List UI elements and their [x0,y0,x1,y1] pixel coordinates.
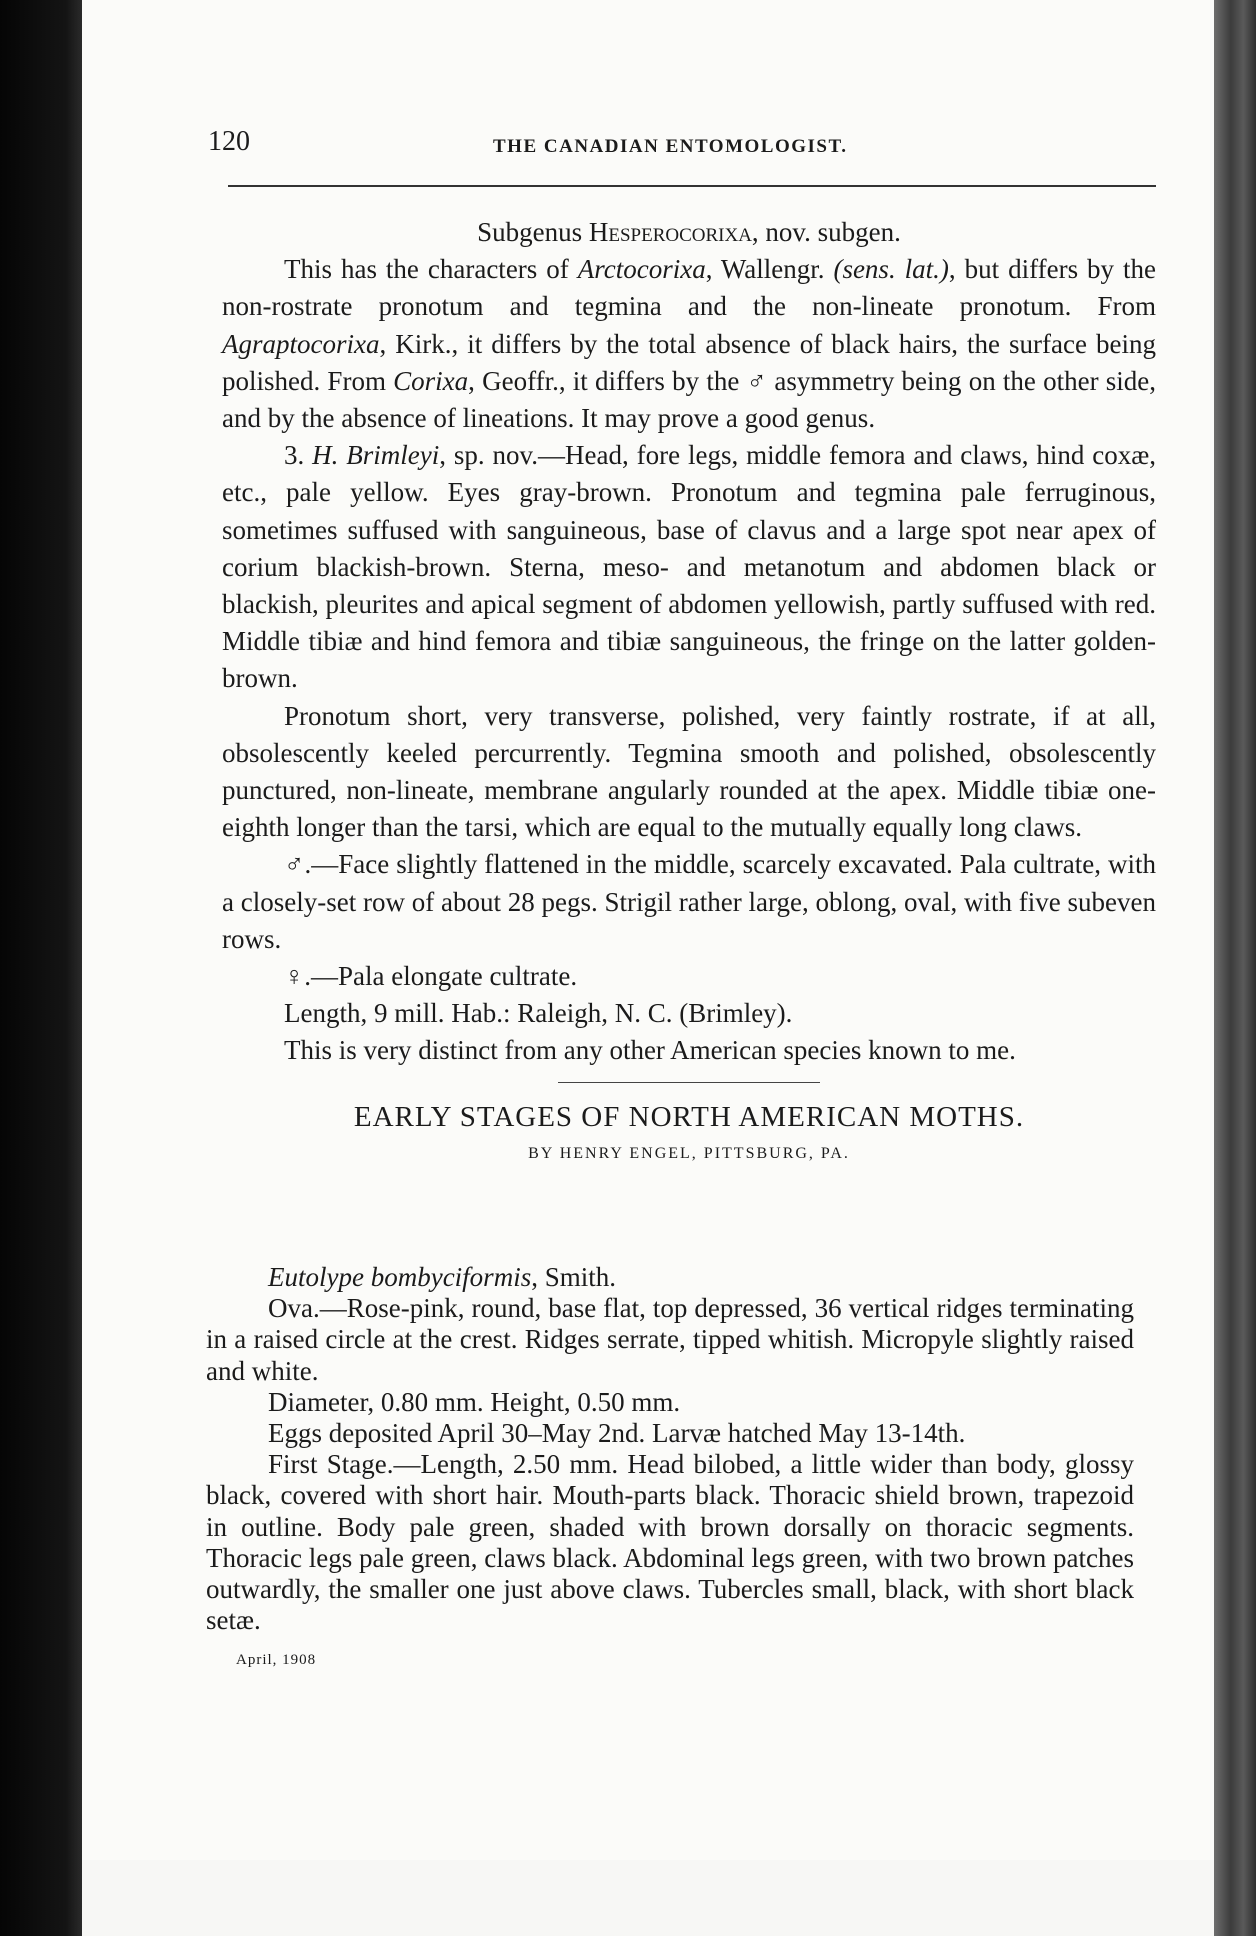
page-header [208,126,1154,166]
header-rule [228,185,1156,187]
paragraph-eggs: Eggs deposited April 30–May 2nd. Larvæ hatched May 13-14th. [268,1418,966,1449]
paragraph-closing-remark: This is very distinct from any other American species known to me. [284,1035,1016,1066]
body-text-upper [222,214,1156,1175]
paragraph-species-description: 3. H. Brimleyi, sp. nov.—Head, fore legs, middle femora and claws, hind coxæ, etc., pale yellow. Eyes gray-brown. Pronotum and tegmina pale ferruginous, sometimes suffused with sanguineous, base of clavus and a large spot near apex of corium blackish-brown. Sterna, meso- and metanotum and abdomen black or blackish, pleurites and apical segment of abdomen yellowish, partly suffused with red. Middle tibiæ and hind femora and tibiæ sanguineous, the fringe on the latter golden-brown. [222,440,1156,694]
page-number: 120 [208,126,250,157]
paragraph-subgenus-description: This has the characters of Arctocorixa, Wallengr. (sens. lat.), but differs by the non-rostrate pronotum and tegmina and the non-lineate pronotum. From Agraptocorixa, Kirk., it differs by the total absence of black hairs, the surface being polished. From Corixa, Geoffr., it differs by the ♂ asymmetry being on the other side, and by the absence of lineations. It may prove a good genus. [222,254,1156,434]
running-head: THE CANADIAN ENTOMOLOGIST. [493,136,848,157]
scan-left-border [0,0,82,1936]
footer-date: April, 1908 [236,1652,317,1668]
paragraph-ova: Ova.—Rose-pink, round, base flat, top depressed, 36 vertical ridges terminating in a raised circle at the crest. Ridges serrate, tipped whitish. Micropyle slightly raised and white. [206,1293,1134,1386]
page-bottom-margin [82,1860,1214,1936]
subgenus-name: Hesperocorixa [588,217,752,247]
scan-right-border [1214,0,1256,1936]
subgenus-label: Subgenus [477,217,583,247]
species-name: Eutolype bombyciformis [268,1262,532,1292]
species-heading [206,1262,1134,1293]
body-text-lower [206,1262,1134,1636]
paragraph-male: ♂.—Face slightly flattened in the middle, scarcely excavated. Pala cultrate, with a closely-set row of about 28 pegs. Strigil rather large, oblong, oval, with five subeven rows. [222,849,1156,954]
subgenus-heading [222,214,1156,251]
paragraph-female: ♀.—Pala elongate cultrate. [284,961,578,992]
article-title: EARLY STAGES OF NORTH AMERICAN MOTHS. [353,1100,1025,1133]
subgenus-suffix: , nov. subgen. [751,217,901,247]
species-author: , Smith. [531,1262,616,1292]
section-divider [558,1082,820,1083]
article-byline: BY HENRY ENGEL, PITTSBURG, PA. [528,1144,850,1162]
paragraph-diameter: Diameter, 0.80 mm. Height, 0.50 mm. [268,1386,681,1417]
paragraph-first-stage: First Stage.—Length, 2.50 mm. Head bilobed, a little wider than body, glossy black, covered with short hair. Mouth-parts black. Thoracic shield brown, trapezoid in outline. Body pale green, shaded with brown dorsally on thoracic segments. Thoracic legs pale green, claws black. Abdominal legs green, with two brown patches outwardly, the smaller one just above claws. Tubercles small, black, with short black setæ. [206,1449,1134,1636]
paragraph-length-habitat: Length, 9 mill. Hab.: Raleigh, N. C. (Brimley). [284,998,793,1029]
paragraph-pronotum: Pronotum short, very transverse, polished, very faintly rostrate, if at all, obsolescently keeled percurrently. Tegmina smooth and polished, obsolescently punctured, non-lineate, membrane angularly rounded at the apex. Middle tibiæ one-eighth longer than the tarsi, which are equal to the mutually equally long claws. [222,700,1156,843]
